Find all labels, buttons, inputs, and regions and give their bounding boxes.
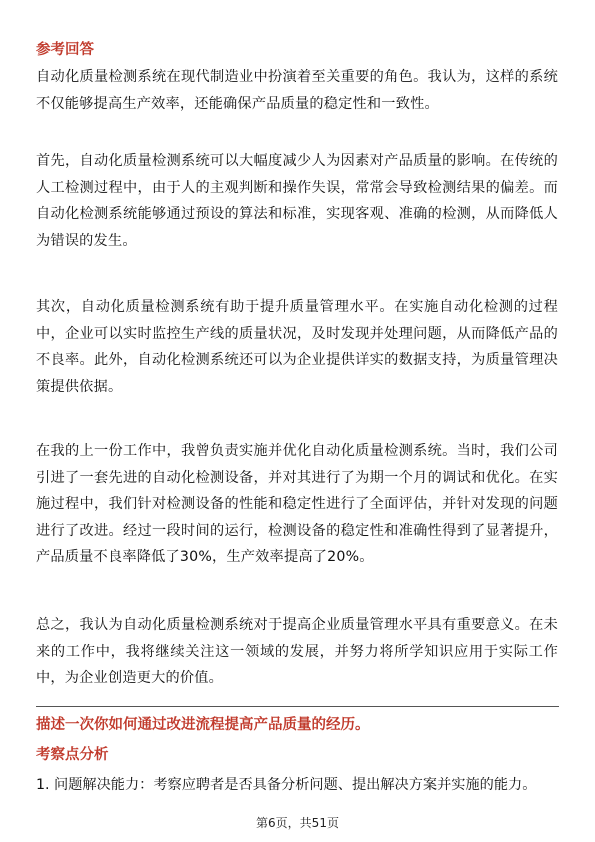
answer-paragraph-3: 其次，自动化质量检测系统有助于提升质量管理水平。在实施自动化检测的过程中，企业可以实时监控生产线的质量状况，及时发现并处理问题，从而降低产品的不良率。此外，自动化检测系统还可以为企业提供详实的数据支持，为质量管理决策提供依据。 xyxy=(36,299,558,395)
answer-paragraph-2: 首先，自动化质量检测系统可以大幅度减少人为因素对产品质量的影响。在传统的人工检测过程中，由于人的主观判断和操作失误，常常会导致检测结果的偏差。而自动化检测系统能够通过预设的算法和标准，实现客观、准确的检测，从而降低人为错误的发生。 xyxy=(36,153,558,249)
analysis-heading: 考察点分析 xyxy=(36,747,109,763)
answer-paragraph-1: 自动化质量检测系统在现代制造业中扮演着至关重要的角色。我认为，这样的系统不仅能够提高生产效率，还能确保产品质量的稳定性和一致性。 xyxy=(36,69,558,112)
answer-paragraph-5: 总之，我认为自动化质量检测系统对于提高企业质量管理水平具有重要意义。在未来的工作中，我将继续关注这一领域的发展，并努力将所学知识应用于实际工作中，为企业创造更大的价值。 xyxy=(36,617,558,687)
section-divider xyxy=(36,706,559,707)
reference-answer-heading: 参考回答 xyxy=(36,42,94,58)
analysis-point-1: 1. 问题解决能力：考察应聘者是否具备分析问题、提出解决方案并实施的能力。 xyxy=(36,777,537,793)
question-heading: 描述一次你如何通过改进流程提高产品质量的经历。 xyxy=(36,717,370,733)
answer-paragraph-4: 在我的上一份工作中，我曾负责实施并优化自动化质量检测系统。当时，我们公司引进了一套先进的自动化检测设备，并对其进行了为期一个月的调试和优化。在实施过程中，我们针对检测设备的性能和稳定性进行了全面评估，并针对发现的问题进行了改进。经过一段时间的运行，检测设备的稳定性和准确性得到了显著提升，产品质量不良率降低了30%，生产效率提高了20%。 xyxy=(36,443,558,566)
page-footer: 第6页，共51页 xyxy=(256,816,339,830)
